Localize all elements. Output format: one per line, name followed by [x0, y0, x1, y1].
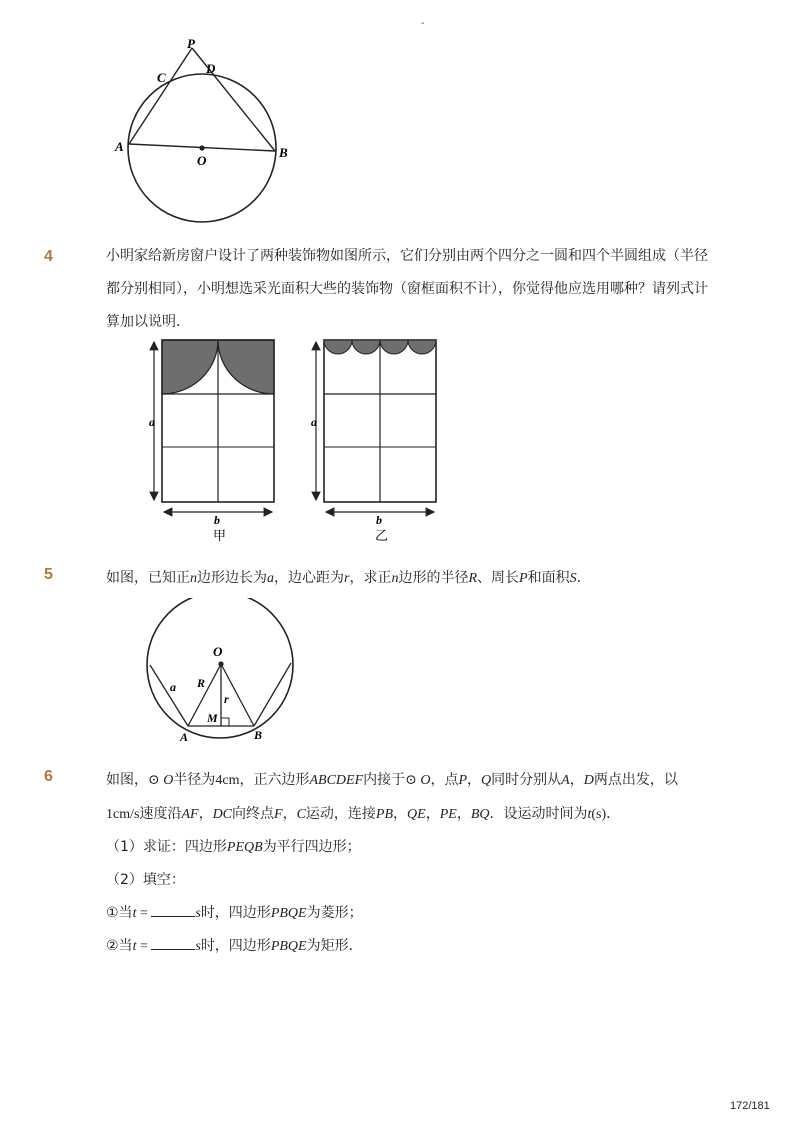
text-segment: ， — [393, 806, 408, 822]
text-segment: (s) — [591, 807, 607, 822]
text-segment: ， — [467, 772, 482, 788]
text-segment: 内接于 — [363, 772, 406, 788]
text-segment: = — [136, 906, 152, 921]
text-segment: DC — [212, 807, 233, 822]
text-segment: （1）求证：四边形 — [106, 839, 227, 855]
fig5-label-M: M — [207, 711, 218, 725]
question-number-6: 6 — [44, 768, 53, 785]
text-segment: PEQB — [226, 840, 263, 855]
fig5-label-r: r — [224, 692, 229, 706]
question-6-part-1 — [106, 836, 361, 856]
text-segment: O — [159, 773, 174, 788]
text-segment: 4cm — [215, 773, 240, 788]
question-5-text: 如图，已知正n边形边长为a，边心距为r，求正n边形的半径R、周长P和面积S． — [106, 570, 591, 586]
text-segment: PBQE — [270, 906, 307, 921]
yi-height-label: a — [311, 415, 317, 429]
text-segment: t — [132, 939, 137, 954]
text-segment: ． — [606, 806, 621, 822]
label-A: A — [115, 139, 124, 154]
fig5-label-O: O — [213, 644, 223, 659]
text-segment: ， — [198, 806, 213, 822]
fig5-label-A: A — [180, 730, 189, 744]
label-P: P — [187, 36, 195, 51]
window-figure-yi — [302, 334, 452, 548]
text-segment: F — [274, 807, 283, 822]
text-segment: 半径为 — [173, 772, 216, 788]
circle-triangle-figure — [100, 30, 310, 230]
question-4-text: 小明家给新房窗户设计了两种装饰物如图所示，它们分别由两个四分之一圆和四个半圆组成（半径都分别相同），小明想选采光面积大些的装饰物（窗框面积不计），你觉得他应选用哪种？请列式计算加以说明． — [106, 248, 708, 330]
yi-caption: 乙 — [375, 528, 389, 543]
answer-blank[interactable] — [151, 904, 195, 917]
text-segment: AF — [181, 807, 199, 822]
text-segment: ， — [569, 772, 584, 788]
text-segment: PBQE — [270, 939, 307, 954]
question-6-line-2 — [106, 803, 620, 823]
question-6-line-1 — [106, 769, 678, 789]
label-B: B — [279, 145, 288, 160]
text-segment: QE — [407, 807, 426, 822]
text-segment: ⊙ — [405, 773, 417, 788]
text-segment: 为菱形； — [306, 905, 363, 921]
regular-polygon-figure — [144, 598, 304, 748]
window-figure-jia — [140, 334, 290, 548]
text-segment: ⊙ — [148, 773, 160, 788]
text-segment: 向终点 — [232, 806, 275, 822]
text-segment: ，点 — [430, 772, 459, 788]
text-segment: ①当 — [106, 905, 133, 921]
fig5-label-B: B — [254, 728, 263, 742]
text-segment: t — [587, 807, 592, 822]
question-6-fill-rhombus — [106, 902, 363, 922]
label-D: D — [206, 61, 216, 76]
jia-caption: 甲 — [213, 528, 227, 543]
fig5-label-a: a — [170, 680, 176, 694]
text-segment: ， — [425, 806, 440, 822]
text-segment: 时，四边形 — [200, 938, 271, 954]
text-segment: 为矩形． — [306, 938, 363, 954]
text-segment: 运动，连接 — [305, 806, 376, 822]
text-segment: ABCDEF — [309, 773, 364, 788]
question-6-part-2 — [106, 869, 185, 889]
text-segment: ，正六边形 — [239, 772, 310, 788]
text-segment: BQ — [470, 807, 490, 822]
text-segment: s — [195, 939, 201, 954]
yi-width-label: b — [376, 513, 382, 527]
text-segment: ， — [282, 806, 297, 822]
text-segment: ②当 — [106, 938, 133, 954]
text-segment: O — [416, 773, 431, 788]
question-number-4: 4 — [44, 248, 53, 265]
question-number-5: 5 — [44, 566, 53, 583]
text-segment: 1cm/s — [106, 807, 140, 822]
text-segment: C — [296, 807, 306, 822]
text-segment: PB — [375, 807, 394, 822]
header-mark: - — [421, 18, 425, 29]
fig5-label-R: R — [197, 676, 206, 690]
label-C: C — [157, 70, 166, 85]
text-segment: 速度沿 — [139, 806, 182, 822]
text-segment: 两点出发，以 — [593, 772, 678, 788]
text-segment: P — [458, 773, 468, 788]
text-segment: 为平行四边形； — [262, 839, 361, 855]
text-segment: ．设运动时间为 — [489, 806, 588, 822]
text-segment: 如图， — [106, 772, 148, 788]
text-segment: t — [132, 906, 137, 921]
question-6-fill-rectangle — [106, 935, 363, 955]
jia-width-label: b — [214, 513, 220, 527]
text-segment: Q — [481, 773, 492, 788]
text-segment: A — [561, 773, 570, 788]
text-segment: = — [136, 939, 152, 954]
jia-height-label: a — [149, 415, 155, 429]
text-segment: PE — [439, 807, 457, 822]
text-segment: D — [583, 773, 594, 788]
label-O: O — [197, 153, 207, 168]
text-segment: ， — [456, 806, 471, 822]
text-segment: 同时分别从 — [491, 772, 562, 788]
page-number: 172/181 — [730, 1100, 770, 1112]
answer-blank[interactable] — [151, 937, 195, 950]
text-segment: 时，四边形 — [200, 905, 271, 921]
text-segment: s — [195, 906, 201, 921]
text-segment: （2）填空： — [106, 872, 185, 888]
